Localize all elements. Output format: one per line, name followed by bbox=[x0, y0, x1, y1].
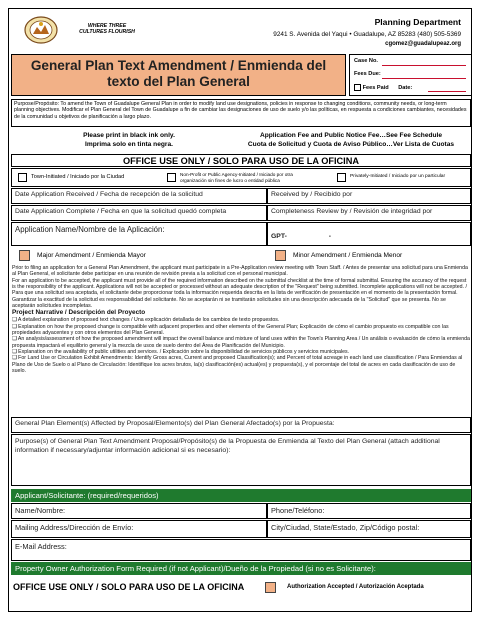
form-title-line2: texto del Plan General bbox=[107, 74, 250, 89]
fee-note bbox=[237, 131, 465, 149]
case-no-field[interactable] bbox=[382, 65, 466, 66]
case-info-box bbox=[349, 54, 472, 96]
department-address: 9241 S. Avenida del Yaqui • Guadalupe, AZ 85283 (480) 505-5369 bbox=[273, 31, 461, 38]
applicant-email-field[interactable]: E-Mail Address: bbox=[11, 539, 471, 561]
gpt-number-field[interactable] bbox=[267, 222, 471, 246]
submittal-requirements-text: For an application to be accepted, the applicant must provide all of the required information described on the submittal checklist at the time of formal submittal. Ensuring the accuracy of the request is the responsibility of the applicant. Applications will not be accepted or processed without an adequate description of the "Request" being submitted. Incomplete applications will not be accepted. / Para que una solicitud sea aceptada, el solicitante debe proporcionar toda la información requerida descrita en la lista de verificación de presentación en el momento de la presentación formal. Garantizar la exactitud de la solicitud es responsabilidad del solicitante. No se aceptarán ni se tramitarán solicitudes sin una descripción adecuada de la "Solicitud" que se presenta. No se aceptarán solicitudes incompletas. bbox=[12, 277, 467, 310]
minor-amendment-label: Minor Amendment / Enmienda Menor bbox=[293, 252, 403, 259]
narrative-item-compatibility: ❑ Explanation on how the proposed change is compatible with adjacent properties and other elements of the General Plan; Explicación de cómo el cambio propuesto es compatible con las propiedades adyacentes y con otros elementos del Plan General. bbox=[12, 323, 449, 337]
narrative-item-land-use-impact: ❑ An analysis/assessment of how the proposed amendment will impact the overall balance and mixture of land uses within the Town's Planning Area / Un análisis o evaluación de cómo la enmienda propuesta impactará el equilibrio general y la mezcla de usos de suelo dentro del Área de Planificación del Municipio. bbox=[12, 336, 470, 349]
private-initiated-checkbox[interactable] bbox=[337, 173, 346, 182]
major-amendment-label: Major Amendment / Enmienda Mayor bbox=[37, 252, 146, 259]
date-label: Date: bbox=[398, 84, 413, 91]
office-use-heading: OFFICE USE ONLY / SOLO PARA USO DE LA OFICINA bbox=[11, 154, 471, 167]
application-form bbox=[8, 8, 472, 612]
case-no-label: Case No. bbox=[354, 58, 378, 64]
bottom-office-use-label: OFFICE USE ONLY / SOLO PARA USO DE LA OFICINA bbox=[13, 582, 245, 592]
private-initiated-label: Privately-Initiated / Iniciado por un particular bbox=[350, 174, 446, 179]
town-seal-icon bbox=[23, 15, 59, 45]
fee-note-es: Cuota de Solicitud y Cuota de Aviso Público…Ver Lista de Cuotas bbox=[247, 141, 455, 148]
print-note-es: Imprima solo en tinta negra. bbox=[85, 141, 173, 148]
applicant-heading: Applicant/Solicitante: (required/requeridos) bbox=[11, 489, 471, 502]
fee-note-en: Application Fee and Public Notice Fee…See Fee Schedule bbox=[259, 132, 443, 139]
bottom-office-use-row bbox=[11, 579, 471, 596]
gpt-label: GPT- bbox=[271, 233, 287, 240]
town-tagline bbox=[75, 23, 139, 35]
narrative-item-utilities: ❑ Explanation on the availability of public utilities and services. / Explicación sobre la disponibilidad de servicios públicos y servicios municipales. bbox=[12, 349, 350, 356]
pre-application-text: Prior to filing an application for a General Plan Amendment, the applicant must participate in a Pre-Application review meeting with Town Staff. / Antes de presentar una solicitud para una Enmienda al Plan General, el solicitante debe participar en una reunión de revisión previa a la solicitud con el personal municipal. bbox=[12, 265, 468, 278]
purpose-statement: Purpose/Propósito: To amend the Town of Guadalupe General Plan in order to modify land use designations, policies in response to changing conditions, community needs, or long-term planning objectives. Modificar el Plan General del Town de Guadalupe a fin de cambiar las designaciones de uso de suelo y/o las políticas, en respuesta a condiciones cambiantes, necesidades de la comunidad u objetivos de planificación a largo plazo. bbox=[11, 99, 471, 127]
initiated-type-row bbox=[11, 168, 471, 187]
completeness-review-field[interactable]: Completeness Review by / Revisión de integridad por bbox=[267, 205, 471, 221]
applicant-name-field[interactable]: Name/Nombre: bbox=[11, 503, 267, 519]
print-instructions bbox=[49, 131, 209, 149]
date-received-field[interactable]: Date Application Received / Fecha de recepción de la solicitud bbox=[11, 188, 267, 204]
narrative-item-text-changes: ❑ A detailed explanation of proposed text changes / Una explicación detallada de los cambios de texto propuestos. bbox=[12, 317, 280, 324]
applicant-mailing-field[interactable]: Mailing Address/Dirección de Envío: bbox=[11, 520, 267, 538]
instructions-section bbox=[11, 265, 471, 417]
nonprofit-label-line2: organización sin fines de lucro o entidad pública bbox=[180, 178, 280, 183]
date-complete-field[interactable]: Date Application Complete / Fecha en que la solicitud quedó completa bbox=[11, 205, 267, 221]
town-initiated-checkbox[interactable] bbox=[18, 173, 27, 182]
tagline-line2: CULTURES FLOURISH bbox=[79, 29, 135, 35]
received-by-field[interactable]: Received by / Recibido por bbox=[267, 188, 471, 204]
tagline-line1: WHERE THREE bbox=[87, 23, 127, 29]
minor-amendment-checkbox[interactable] bbox=[275, 250, 286, 261]
print-note-en: Please print in black ink only. bbox=[83, 132, 175, 139]
applicant-city-field[interactable]: City/Ciudad, State/Estado, Zip/Código postal: bbox=[267, 520, 471, 538]
major-amendment-checkbox[interactable] bbox=[19, 250, 30, 261]
amendment-type-row bbox=[11, 247, 471, 264]
nonprofit-initiated-checkbox[interactable] bbox=[167, 173, 176, 182]
department-name: Planning Department bbox=[374, 17, 461, 27]
property-owner-heading: Property Owner Authorization Form Required (if not Applicant)/Dueño de la Propiedad (si no es Solicitante): bbox=[11, 562, 471, 575]
department-email[interactable]: cgomez@guadalupeaz.org bbox=[385, 41, 461, 47]
form-title bbox=[11, 54, 346, 96]
town-initiated-label: Town-Initiated / Iniciado por la Ciudad bbox=[31, 174, 125, 180]
fees-due-label: Fees Due: bbox=[354, 71, 381, 77]
gpt-dash: - bbox=[328, 233, 332, 240]
nonprofit-initiated-label bbox=[180, 172, 293, 184]
nonprofit-label-line1: Non-Profit or Public Agency-Initiated / Iniciado por otra bbox=[180, 172, 293, 177]
application-name-field[interactable]: Application Name/Nombre de la Aplicación: bbox=[11, 222, 267, 246]
authorization-accepted-checkbox[interactable] bbox=[265, 582, 276, 593]
elements-affected-field[interactable]: General Plan Element(s) Affected by Proposal/Elemento(s) del Plan General Afectado(s) por la Propuesta: bbox=[11, 417, 471, 433]
date-field[interactable] bbox=[428, 91, 466, 92]
fees-due-field[interactable] bbox=[382, 78, 466, 79]
amendment-purpose-field[interactable]: Purpose(s) of General Plan Text Amendment Proposal/Propósito(s) de la Propuesta de Enmienda al Texto del Plan General (attach additional information if necessary/adjuntar información adicional si es necesario): bbox=[11, 434, 471, 486]
fees-paid-checkbox[interactable] bbox=[354, 84, 361, 91]
project-narrative-heading: Project Narrative / Descripción del Proyecto bbox=[12, 309, 146, 317]
applicant-phone-field[interactable]: Phone/Teléfono: bbox=[267, 503, 471, 519]
fees-paid-label: Fees Paid bbox=[362, 84, 389, 91]
form-title-line1: General Plan Text Amendment / Enmienda del bbox=[30, 58, 327, 73]
authorization-accepted-label: Authorization Accepted / Autorización Aceptada bbox=[287, 584, 424, 590]
narrative-item-exhibit-amendments: ❑ For Land Use or Circulation Exhibit Amendments: Identify Gross acres, Current and proposed Classification(s); and Percent of total acreage in each land use classification / Para Enmiendas al Plano de Uso de Suelo o al Plano de Circulación: Identifique los acres brutos, la(s) clasificación(es) actual(es) y propuesta(s), y el porcentaje del total de acres en cada clasificación de uso de suelo. bbox=[12, 355, 463, 375]
